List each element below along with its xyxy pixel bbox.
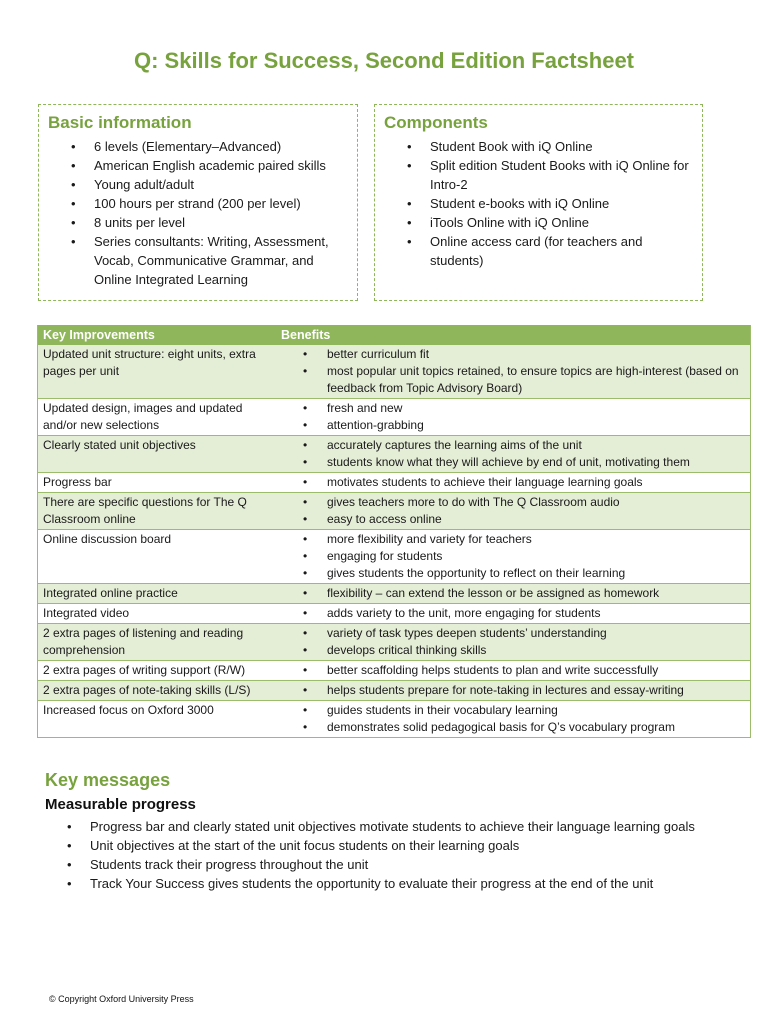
improvement-cell: Increased focus on Oxford 3000 [38, 701, 277, 738]
benefit-text: helps students prepare for note-taking in lectures and essay-writing [327, 683, 684, 697]
list-item: • 100 hours per strand (200 per level) [71, 196, 301, 211]
benefits-cell [276, 399, 751, 436]
benefit-text: attention-grabbing [327, 418, 424, 432]
improvement-cell: Progress bar [38, 473, 277, 493]
benefits-list [281, 702, 745, 736]
improvement-cell: 2 extra pages of listening and reading comprehension [38, 624, 277, 661]
list-item: • Students track their progress throughout the unit [67, 857, 369, 872]
copyright-notice: © Copyright Oxford University Press [49, 994, 194, 1004]
measurable-progress-subheading: Measurable progress [45, 796, 196, 813]
benefits-list [281, 400, 745, 434]
benefits-list [281, 437, 745, 471]
benefit-item [281, 662, 745, 679]
benefits-list [281, 585, 745, 602]
bullet-icon: • [407, 139, 412, 154]
benefit-item [281, 437, 745, 454]
list-item: • Progress bar and clearly stated unit objectives motivate students to achieve their language learning goals [67, 819, 695, 834]
table-row [38, 399, 751, 436]
bullet-icon: • [71, 234, 76, 249]
benefit-item [281, 702, 745, 719]
benefits-cell [276, 436, 751, 473]
list-item: • Young adult/adult [71, 177, 195, 192]
benefit-text: accurately captures the learning aims of the unit [327, 438, 582, 452]
improvement-cell: 2 extra pages of note-taking skills (L/S) [38, 681, 277, 701]
benefit-text: better curriculum fit [327, 347, 430, 361]
benefit-text: variety of task types deepen students’ understanding [327, 626, 607, 640]
bullet-icon: • [67, 876, 72, 891]
benefit-item [281, 511, 745, 528]
benefits-cell [276, 493, 751, 530]
improvement-cell: Clearly stated unit objectives [38, 436, 277, 473]
benefits-cell [276, 701, 751, 738]
benefit-item [281, 454, 745, 471]
improvement-cell: Integrated online practice [38, 584, 277, 604]
benefit-text: flexibility – can extend the lesson or be assigned as homework [327, 586, 660, 600]
bullet-icon: • [407, 196, 412, 211]
bullet-icon: • [303, 683, 308, 697]
benefit-item [281, 548, 745, 565]
table-row [38, 345, 751, 399]
list-item: • American English academic paired skills [71, 158, 326, 173]
bullet-icon: • [303, 720, 308, 734]
components-heading: Components [384, 113, 488, 132]
components-box [374, 104, 703, 301]
list-item: • Split edition Student Books with iQ Online for Intro-2 [407, 158, 689, 192]
bullet-icon: • [303, 455, 308, 469]
bullet-icon: • [303, 586, 308, 600]
benefits-cell [276, 604, 751, 624]
benefit-text: motivates students to achieve their language learning goals [327, 475, 643, 489]
benefit-item [281, 719, 745, 736]
benefit-item [281, 417, 745, 434]
table-row [38, 530, 751, 584]
table-row [38, 624, 751, 661]
list-item: • Student e-books with iQ Online [407, 196, 610, 211]
bullet-icon: • [71, 158, 76, 173]
bullet-icon: • [303, 663, 308, 677]
bullet-icon: • [303, 495, 308, 509]
benefits-cell [276, 530, 751, 584]
benefits-cell [276, 473, 751, 493]
key-messages-heading: Key messages [45, 770, 171, 790]
benefits-list [281, 682, 745, 699]
benefits-list [281, 474, 745, 491]
benefit-text: guides students in their vocabulary learning [327, 703, 558, 717]
benefits-list [281, 494, 745, 528]
benefit-item [281, 346, 745, 363]
benefit-text: gives students the opportunity to reflect on their learning [327, 566, 626, 580]
list-item: • 6 levels (Elementary–Advanced) [71, 139, 282, 154]
bullet-icon: • [71, 196, 76, 211]
table-row [38, 661, 751, 681]
bullet-icon: • [71, 177, 76, 192]
list-item: • Track Your Success gives students the opportunity to evaluate their progress at the end of the unit [67, 876, 654, 891]
bullet-icon: • [303, 643, 308, 657]
improvement-cell: 2 extra pages of writing support (R/W) [38, 661, 277, 681]
benefits-list [281, 662, 745, 679]
bullet-icon: • [303, 347, 308, 361]
benefits-list [281, 346, 745, 397]
bullet-icon: • [67, 857, 72, 872]
benefit-item [281, 642, 745, 659]
table-row [38, 584, 751, 604]
benefit-item [281, 605, 745, 622]
benefit-text: better scaffolding helps students to plan and write successfully [327, 663, 659, 677]
improvement-cell: Integrated video [38, 604, 277, 624]
table-row [38, 701, 751, 738]
list-item: • iTools Online with iQ Online [407, 215, 589, 230]
table-row [38, 493, 751, 530]
improvement-cell: Updated design, images and updated and/or new selections [38, 399, 277, 436]
benefits-cell [276, 584, 751, 604]
table-header-row [38, 325, 751, 345]
components-list [375, 137, 702, 270]
table-row [38, 681, 751, 701]
basic-information-box [38, 104, 358, 301]
benefits-cell [276, 661, 751, 681]
bullet-icon: • [303, 532, 308, 546]
list-item: • Online access card (for teachers and students) [407, 234, 643, 268]
bullet-icon: • [303, 438, 308, 452]
bullet-icon: • [303, 566, 308, 580]
benefits-list [281, 531, 745, 582]
benefit-item [281, 531, 745, 548]
benefit-text: engaging for students [327, 549, 443, 563]
bullet-icon: • [407, 158, 412, 173]
improvements-table-body [38, 345, 751, 738]
list-item: • Student Book with iQ Online [407, 139, 593, 154]
list-item: • Unit objectives at the start of the unit focus students on their learning goals [67, 838, 520, 853]
benefits-cell [276, 681, 751, 701]
column-header-key-improvements: Key Improvements [38, 325, 277, 345]
benefit-text: easy to access online [327, 512, 442, 526]
bullet-icon: • [303, 512, 308, 526]
bullet-icon: • [407, 215, 412, 230]
benefits-list [281, 625, 745, 659]
bullet-icon: • [71, 139, 76, 154]
benefit-text: more flexibility and variety for teachers [327, 532, 532, 546]
bullet-icon: • [67, 838, 72, 853]
bullet-icon: • [303, 549, 308, 563]
benefits-cell [276, 624, 751, 661]
column-header-benefits: Benefits [276, 325, 751, 345]
list-item: • Series consultants: Writing, Assessment, Vocab, Communicative Grammar, and Online Integrated Learning [71, 234, 329, 287]
benefits-cell [276, 345, 751, 399]
benefit-text: fresh and new [327, 401, 403, 415]
improvements-table [37, 325, 751, 738]
improvement-cell: Updated unit structure: eight units, extra pages per unit [38, 345, 277, 399]
benefit-item [281, 474, 745, 491]
benefit-text: demonstrates solid pedagogical basis for Q’s vocabulary program [327, 720, 675, 734]
bullet-icon: • [303, 364, 308, 378]
list-item: • 8 units per level [71, 215, 186, 230]
improvement-cell: There are specific questions for The Q Classroom online [38, 493, 277, 530]
benefit-item [281, 625, 745, 642]
bullet-icon: • [71, 215, 76, 230]
bullet-icon: • [67, 819, 72, 834]
benefit-text: students know what they will achieve by end of unit, motivating them [327, 455, 690, 469]
bullet-icon: • [303, 418, 308, 432]
benefit-item [281, 494, 745, 511]
benefit-text: gives teachers more to do with The Q Classroom audio [327, 495, 620, 509]
table-row [38, 473, 751, 493]
bullet-icon: • [407, 234, 412, 249]
basic-information-heading: Basic information [48, 113, 192, 132]
improvement-cell: Online discussion board [38, 530, 277, 584]
bullet-icon: • [303, 703, 308, 717]
benefit-text: develops critical thinking skills [327, 643, 487, 657]
benefit-item [281, 682, 745, 699]
bullet-icon: • [303, 401, 308, 415]
benefits-list [281, 605, 745, 622]
benefit-item [281, 363, 745, 397]
table-row [38, 436, 751, 473]
benefit-text: adds variety to the unit, more engaging for students [327, 606, 601, 620]
benefit-item [281, 400, 745, 417]
benefit-item [281, 565, 745, 582]
table-row [38, 604, 751, 624]
basic-information-list [39, 137, 357, 289]
key-messages-list [45, 817, 725, 893]
page-title: Q: Skills for Success, Second Edition Factsheet [133, 48, 635, 73]
benefit-text: most popular unit topics retained, to ensure topics are high-interest (based on feedback from Topic Advisory Board) [327, 364, 739, 395]
bullet-icon: • [303, 626, 308, 640]
benefit-item [281, 585, 745, 602]
bullet-icon: • [303, 606, 308, 620]
bullet-icon: • [303, 475, 308, 489]
